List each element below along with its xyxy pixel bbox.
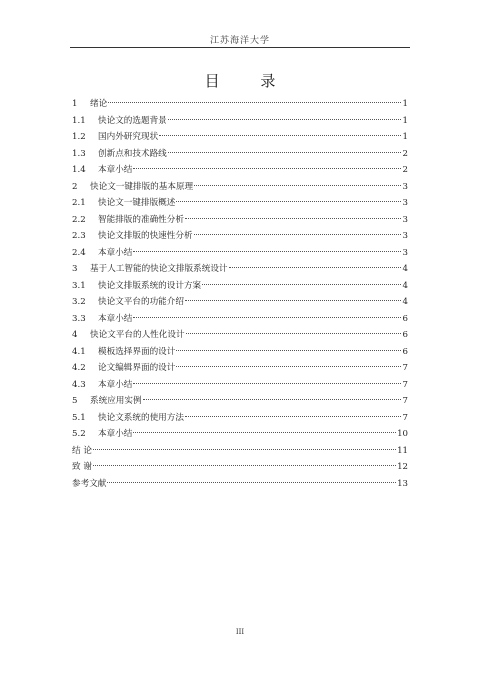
toc-entry[interactable] — [72, 476, 408, 493]
toc-entry-label: 快论文系统的使用方法 — [98, 412, 184, 423]
toc-entry-page: 7 — [402, 396, 408, 406]
toc-entry-page: 2 — [402, 148, 408, 159]
toc-entry-label: 创新点和技术路线 — [98, 148, 167, 159]
toc-dot-leader — [133, 383, 401, 384]
toc-entry-page: 6 — [402, 330, 408, 340]
toc-entry-label: 致 谢 — [72, 462, 92, 472]
toc-entry-page: 3 — [402, 181, 408, 192]
toc-entry[interactable] — [72, 278, 408, 295]
toc-entry-label: 参考文献 — [72, 478, 107, 489]
toc-entry-label: 快论文排版系统的设计方案 — [98, 280, 202, 291]
toc-dot-leader — [133, 317, 401, 318]
toc-entry-number: 2.2 — [72, 214, 86, 225]
toc-entry-number: 4.3 — [72, 379, 86, 390]
toc-entry-number: 2.4 — [72, 247, 86, 258]
toc-entry-page: 4 — [402, 264, 408, 274]
toc-entry-label: 系统应用实例 — [90, 396, 142, 406]
toc-entry-label: 绪论 — [90, 99, 108, 109]
toc-entry-number: 1.4 — [72, 165, 86, 175]
toc-entry[interactable] — [72, 327, 408, 344]
toc-entry-label: 结 论 — [72, 445, 92, 456]
toc-dot-leader — [133, 168, 401, 169]
toc-entry-number: 5.2 — [72, 429, 86, 439]
toc-entry[interactable] — [72, 459, 408, 476]
toc-entry[interactable] — [72, 129, 408, 146]
toc-entry[interactable] — [72, 311, 408, 328]
toc-entry[interactable] — [72, 261, 408, 278]
toc-entry[interactable] — [72, 393, 408, 410]
toc-entry-number: 4.1 — [72, 346, 86, 357]
toc-entry[interactable] — [72, 212, 408, 229]
toc-entry-page: 4 — [402, 297, 408, 307]
toc-entry-number: 1.2 — [72, 132, 86, 142]
toc-entry-number: 1.1 — [72, 115, 86, 126]
toc-entry-number: 1.3 — [72, 148, 86, 159]
toc-entry[interactable] — [72, 228, 408, 245]
footer-page-number: III — [235, 628, 245, 636]
toc-dot-leader — [176, 350, 401, 351]
toc-entry[interactable] — [72, 146, 408, 163]
toc-entry-label: 本章小结 — [98, 313, 133, 324]
toc-dot-leader — [168, 119, 401, 120]
toc-entry-label: 国内外研究现状 — [98, 132, 159, 142]
toc-dot-leader — [107, 482, 396, 483]
toc-dot-leader — [194, 234, 401, 235]
toc-entry-label: 本章小结 — [98, 379, 133, 390]
toc-entry[interactable] — [72, 113, 408, 130]
toc-entry-number: 5.1 — [72, 412, 86, 423]
toc-entry-page: 13 — [397, 478, 408, 489]
toc-entry-label: 快论文平台的功能介绍 — [98, 297, 184, 307]
toc-entry-page: 1 — [402, 99, 408, 109]
toc-dot-leader — [194, 185, 401, 186]
toc-entry-label: 快论文的选题背景 — [98, 115, 167, 126]
toc-entry[interactable] — [72, 344, 408, 361]
toc-entry[interactable] — [72, 410, 408, 427]
toc-dot-leader — [168, 152, 401, 153]
toc-entry-page: 6 — [402, 346, 408, 357]
toc-entry[interactable] — [72, 179, 408, 196]
toc-entry-label: 本章小结 — [98, 247, 133, 258]
toc-entry-label: 本章小结 — [98, 165, 133, 175]
toc-entry-number: 2.3 — [72, 231, 86, 241]
toc-dot-leader — [185, 218, 401, 219]
toc-entry-page: 1 — [402, 132, 408, 142]
toc-dot-leader — [133, 432, 396, 433]
toc-entry-page: 12 — [397, 462, 408, 472]
toc-entry-number: 2.1 — [72, 198, 86, 208]
toc-entry-label: 论文编辑界面的设计 — [98, 363, 176, 373]
toc-dot-leader — [93, 465, 396, 466]
toc-entry[interactable] — [72, 377, 408, 394]
toc-dot-leader — [143, 399, 401, 400]
toc-entry-number: 5 — [72, 396, 78, 406]
toc-entry-number: 3.3 — [72, 313, 86, 324]
toc-entry-number: 4.2 — [72, 363, 86, 373]
toc-entry-page: 3 — [402, 198, 408, 208]
toc-entry-label: 快论文一键排版概述 — [98, 198, 176, 208]
toc-entry-page: 10 — [397, 429, 408, 439]
toc-entry-number: 3.2 — [72, 297, 86, 307]
toc-entry-number: 1 — [72, 99, 78, 109]
toc-entry-label: 快论文平台的人性化设计 — [90, 330, 185, 340]
toc-entry-label: 快论文排版的快速性分析 — [98, 231, 193, 241]
toc-dot-leader — [186, 333, 401, 334]
toc-entry-page: 7 — [402, 412, 408, 423]
toc-entry-page: 1 — [402, 115, 408, 126]
toc-entry-label: 本章小结 — [98, 429, 133, 439]
toc-entry-number: 3 — [72, 264, 78, 274]
toc-entry-page: 3 — [402, 231, 408, 241]
toc-entry-page: 3 — [402, 247, 408, 258]
toc-entry-label: 智能排版的准确性分析 — [98, 214, 184, 225]
toc-dot-leader — [185, 300, 401, 301]
toc-entry-label: 基于人工智能的快论文排版系统设计 — [90, 264, 228, 274]
toc-entry-page: 6 — [402, 313, 408, 324]
toc-entry-page: 3 — [402, 214, 408, 225]
table-of-contents — [72, 96, 408, 492]
toc-entry[interactable] — [72, 96, 408, 113]
toc-entry-number: 3.1 — [72, 280, 86, 291]
toc-entry-page: 4 — [402, 280, 408, 291]
toc-dot-leader — [176, 201, 401, 202]
toc-entry[interactable] — [72, 443, 408, 460]
toc-entry-label: 快论文一键排版的基本原理 — [90, 181, 194, 192]
header-university-name: 江苏海洋大学 — [209, 36, 270, 46]
toc-dot-leader — [176, 366, 401, 367]
toc-dot-leader — [133, 251, 401, 252]
toc-dot-leader — [185, 416, 401, 417]
toc-entry[interactable] — [72, 162, 408, 179]
toc-entry[interactable] — [72, 360, 408, 377]
toc-entry-number: 4 — [72, 330, 78, 340]
toc-dot-leader — [229, 267, 401, 268]
toc-entry-page: 7 — [402, 363, 408, 373]
toc-dot-leader — [108, 102, 401, 103]
toc-dot-leader — [93, 449, 396, 450]
toc-entry-label: 模板选择界面的设计 — [98, 346, 176, 357]
toc-entry-number: 2 — [72, 181, 78, 192]
toc-entry-page: 11 — [397, 445, 408, 456]
toc-title: 目 录 — [204, 72, 294, 90]
toc-entry-page: 2 — [402, 165, 408, 175]
toc-entry-page: 7 — [402, 379, 408, 390]
toc-entry[interactable] — [72, 245, 408, 262]
toc-entry[interactable] — [72, 195, 408, 212]
toc-entry[interactable] — [72, 426, 408, 443]
header-rule — [70, 47, 410, 48]
toc-dot-leader — [159, 135, 401, 136]
toc-entry[interactable] — [72, 294, 408, 311]
toc-dot-leader — [202, 284, 401, 285]
